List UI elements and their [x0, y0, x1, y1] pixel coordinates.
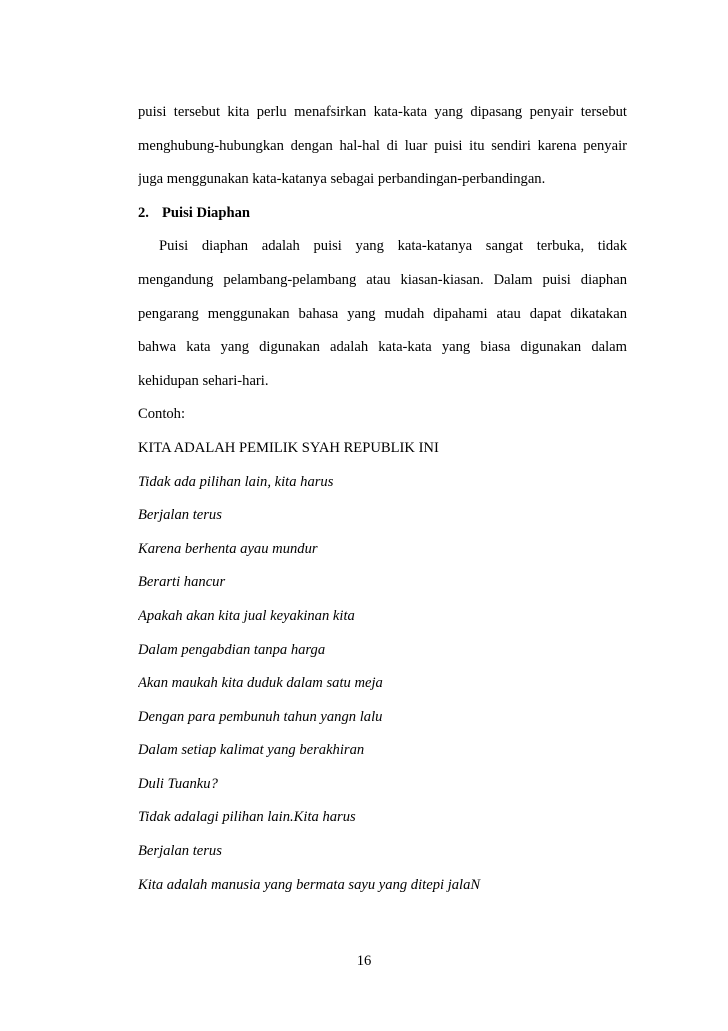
section-number: 2.	[138, 204, 149, 221]
poem-line: Tidak ada pilihan lain, kita harus	[138, 473, 334, 490]
paragraph-line: juga menggunakan kata-katanya sebagai perbandingan-perbandingan.	[138, 171, 546, 188]
paragraph-line: kehidupan sehari-hari.	[138, 372, 269, 389]
poem-line: Dengan para pembunuh tahun yangn lalu	[138, 708, 383, 725]
paragraph-line: mengandung pelambang-pelambang atau kiasan-kiasan. Dalam puisi diaphan	[138, 271, 627, 288]
paragraph-line: pengarang menggunakan bahasa yang mudah dipahami atau dapat dikatakan	[138, 305, 627, 322]
poem-line: Tidak adalagi pilihan lain.Kita harus	[138, 809, 356, 826]
poem-line: Berarti hancur	[138, 574, 226, 591]
poem-line: Duli Tuanku?	[138, 775, 218, 792]
section-heading	[138, 197, 627, 231]
paragraph-line: bahwa kata yang digunakan adalah kata-kata yang biasa digunakan dalam	[138, 339, 627, 356]
poem-line: Berjalan terus	[138, 507, 222, 524]
poem-line: Dalam setiap kalimat yang berakhiran	[138, 742, 365, 759]
poem-title: KITA ADALAH PEMILIK SYAH REPUBLIK INI	[138, 439, 439, 456]
paragraph-line: menghubung-hubungkan dengan hal-hal di luar puisi itu sendiri karena penyair	[138, 137, 627, 154]
poem-line: Apakah akan kita jual keyakinan kita	[138, 607, 355, 624]
example-label: Contoh:	[138, 406, 186, 423]
poem-line: Karena berhenta ayau mundur	[138, 540, 318, 557]
poem-line: Akan maukah kita duduk dalam satu meja	[138, 675, 383, 692]
poem-line: Berjalan terus	[138, 843, 222, 860]
poem-line: Dalam pengabdian tanpa harga	[138, 641, 326, 658]
page-number: 16	[356, 953, 372, 969]
poem-line: Kita adalah manusia yang bermata sayu yang ditepi jalaN	[138, 876, 481, 893]
page-body	[138, 96, 627, 902]
paragraph-line: Puisi diaphan adalah puisi yang kata-katanya sangat terbuka, tidak	[159, 238, 627, 255]
section-title: Puisi Diaphan	[162, 204, 251, 221]
paragraph-line: puisi tersebut kita perlu menafsirkan kata-kata yang dipasang penyair tersebut	[138, 104, 627, 120]
